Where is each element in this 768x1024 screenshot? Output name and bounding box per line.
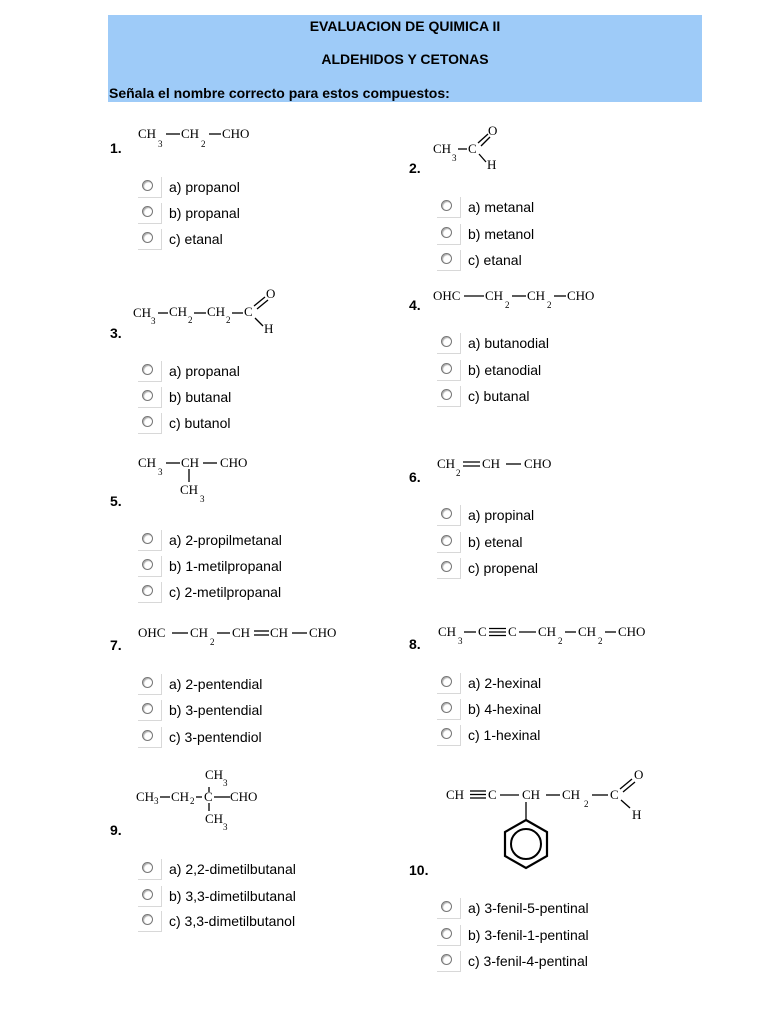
radio-button[interactable] bbox=[437, 360, 461, 381]
formula-1 bbox=[136, 120, 266, 152]
formula-atom: CH bbox=[133, 305, 152, 320]
formula-atom: CH bbox=[522, 787, 541, 802]
option-label: b) propanal bbox=[169, 205, 240, 221]
option-label: c) 1-hexinal bbox=[468, 727, 541, 743]
option-label: c) propenal bbox=[468, 560, 539, 576]
formula-atom: CH bbox=[181, 455, 200, 470]
formula-atom: CH bbox=[190, 625, 209, 640]
radio-button[interactable] bbox=[437, 224, 461, 245]
option-label: a) 2-pentendial bbox=[169, 676, 263, 692]
radio-button[interactable] bbox=[437, 386, 461, 407]
formula-3 bbox=[132, 286, 282, 336]
formula-2 bbox=[432, 124, 512, 174]
benzene-ring bbox=[505, 820, 547, 868]
radio-button[interactable] bbox=[437, 505, 461, 526]
formula-atom: CH bbox=[138, 455, 157, 470]
formula-atom: O bbox=[266, 286, 276, 301]
question-number-2: 2. bbox=[409, 160, 421, 176]
option-label: a) 2-hexinal bbox=[468, 675, 542, 691]
radio-button[interactable] bbox=[138, 700, 162, 721]
formula-atom: CH bbox=[438, 624, 457, 639]
question-number-9: 9. bbox=[110, 822, 122, 838]
formula-subscript: 2 bbox=[190, 796, 195, 806]
formula-atom: CH bbox=[270, 625, 289, 640]
formula-atom: CH bbox=[578, 624, 597, 639]
radio-button[interactable] bbox=[437, 951, 461, 972]
option-label: b) butanal bbox=[169, 389, 232, 405]
radio-button[interactable] bbox=[437, 898, 461, 919]
radio-button[interactable] bbox=[138, 530, 162, 551]
formula-atom: CH bbox=[136, 789, 155, 804]
formula-8 bbox=[436, 620, 666, 650]
formula-atom: CH bbox=[232, 625, 251, 640]
header-banner bbox=[108, 15, 702, 102]
formula-subscript: 2 bbox=[210, 637, 215, 647]
radio-button[interactable] bbox=[437, 250, 461, 271]
formula-10 bbox=[444, 764, 664, 876]
option-label: c) 3-fenil-4-pentinal bbox=[468, 953, 588, 969]
option-label: a) metanal bbox=[468, 199, 535, 215]
formula-atom: CHO bbox=[524, 456, 552, 471]
formula-atom: CHO bbox=[230, 789, 258, 804]
formula-atom: CH bbox=[482, 456, 501, 471]
formula-atom: CH bbox=[527, 288, 546, 303]
option-label: a) propanal bbox=[169, 363, 240, 379]
formula-atom: O bbox=[488, 123, 498, 138]
question-number-7: 7. bbox=[110, 637, 122, 653]
formula-atom: CH bbox=[433, 141, 452, 156]
formula-atom: OHC bbox=[138, 625, 166, 640]
option-label: a) propinal bbox=[468, 507, 535, 523]
formula-7 bbox=[136, 622, 356, 652]
formula-subscript: 3 bbox=[158, 467, 163, 477]
formula-atom: CH bbox=[205, 811, 224, 826]
radio-button[interactable] bbox=[138, 727, 162, 748]
radio-button[interactable] bbox=[138, 859, 162, 880]
formula-atom: CH bbox=[205, 767, 224, 782]
formula-subscript: 2 bbox=[547, 300, 552, 310]
radio-button[interactable] bbox=[437, 925, 461, 946]
option-label: b) 3-pentendial bbox=[169, 702, 263, 718]
option-label: a) 3-fenil-5-pentinal bbox=[468, 900, 589, 916]
formula-atom: H bbox=[632, 807, 642, 822]
radio-button[interactable] bbox=[138, 556, 162, 577]
question-number-3: 3. bbox=[110, 325, 122, 341]
formula-subscript: 2 bbox=[558, 636, 563, 646]
option-label: b) 1-metilpropanal bbox=[169, 558, 282, 574]
option-label: c) butanol bbox=[169, 415, 231, 431]
formula-subscript: 3 bbox=[158, 139, 163, 149]
option-label: c) 3-pentendiol bbox=[169, 729, 262, 745]
formula-5 bbox=[136, 452, 266, 504]
formula-9 bbox=[134, 764, 274, 836]
radio-button[interactable] bbox=[138, 413, 162, 434]
radio-button[interactable] bbox=[437, 532, 461, 553]
formula-atom: C bbox=[468, 141, 477, 156]
formula-subscript: 2 bbox=[598, 636, 603, 646]
formula-subscript: 3 bbox=[223, 778, 228, 788]
question-number-4: 4. bbox=[409, 297, 421, 313]
formula-atom: CH bbox=[437, 456, 456, 471]
question-number-10: 10. bbox=[409, 862, 429, 878]
question-number-6: 6. bbox=[409, 469, 421, 485]
question-number-5: 5. bbox=[110, 493, 122, 509]
formula-subscript: 3 bbox=[200, 494, 205, 504]
formula-atom: OHC bbox=[433, 288, 461, 303]
page-subtitle: ALDEHIDOS Y CETONAS bbox=[321, 51, 489, 67]
formula-subscript: 3 bbox=[154, 796, 159, 806]
formula-atom: C bbox=[204, 789, 213, 804]
radio-button[interactable] bbox=[138, 203, 162, 224]
formula-subscript: 3 bbox=[151, 316, 156, 326]
formula-atom: CH bbox=[207, 304, 226, 319]
radio-button[interactable] bbox=[437, 673, 461, 694]
option-label: b) 3,3-dimetilbutanal bbox=[169, 888, 296, 904]
formula-subscript: 2 bbox=[456, 468, 461, 478]
formula-atom: O bbox=[634, 767, 644, 782]
option-label: b) 4-hexinal bbox=[468, 701, 542, 717]
formula-subscript: 3 bbox=[223, 822, 228, 832]
option-label: a) propanol bbox=[169, 179, 240, 195]
option-label: c) 3,3-dimetilbutanol bbox=[169, 913, 296, 929]
option-label: c) etanal bbox=[468, 252, 522, 268]
formula-6 bbox=[436, 452, 566, 482]
radio-button[interactable] bbox=[138, 387, 162, 408]
radio-button[interactable] bbox=[138, 229, 162, 250]
formula-atom: H bbox=[487, 157, 497, 172]
instructions: Señala el nombre correcto para estos compuestos: bbox=[109, 85, 450, 101]
formula-atom: C bbox=[478, 624, 487, 639]
option-label: b) etanodial bbox=[468, 362, 542, 378]
formula-atom: CHO bbox=[222, 126, 250, 141]
radio-button[interactable] bbox=[437, 725, 461, 746]
formula-subscript: 3 bbox=[452, 153, 457, 163]
option-label: c) butanal bbox=[468, 388, 530, 404]
formula-atom: C bbox=[610, 787, 619, 802]
formula-subscript: 2 bbox=[226, 315, 231, 325]
radio-button[interactable] bbox=[138, 177, 162, 198]
formula-atom: CH bbox=[138, 126, 157, 141]
radio-button[interactable] bbox=[437, 699, 461, 720]
option-label: a) 2-propilmetanal bbox=[169, 532, 282, 548]
formula-atom: CH bbox=[446, 787, 465, 802]
formula-atom: CHO bbox=[220, 455, 248, 470]
formula-atom: C bbox=[508, 624, 517, 639]
formula-atom: CH bbox=[562, 787, 581, 802]
formula-atom: CHO bbox=[618, 624, 646, 639]
radio-button[interactable] bbox=[138, 674, 162, 695]
page-title: EVALUACION DE QUIMICA II bbox=[309, 18, 501, 34]
formula-atom: CH bbox=[169, 304, 188, 319]
question-number-1: 1. bbox=[110, 140, 122, 156]
option-label: a) butanodial bbox=[468, 335, 549, 351]
radio-button[interactable] bbox=[138, 886, 162, 907]
formula-subscript: 2 bbox=[188, 315, 193, 325]
formula-4 bbox=[432, 285, 612, 315]
radio-button[interactable] bbox=[437, 558, 461, 579]
formula-atom: CHO bbox=[567, 288, 595, 303]
formula-atom: CH bbox=[171, 789, 190, 804]
formula-atom: C bbox=[488, 787, 497, 802]
formula-subscript: 2 bbox=[505, 300, 510, 310]
question-number-8: 8. bbox=[409, 636, 421, 652]
option-label: c) etanal bbox=[169, 231, 223, 247]
formula-subscript: 2 bbox=[584, 799, 589, 809]
option-label: b) metanol bbox=[468, 226, 535, 242]
radio-button[interactable] bbox=[437, 333, 461, 354]
radio-button[interactable] bbox=[138, 361, 162, 382]
formula-atom: CH bbox=[180, 482, 199, 497]
formula-subscript: 2 bbox=[201, 139, 206, 149]
formula-atom: CHO bbox=[309, 625, 337, 640]
option-label: b) etenal bbox=[468, 534, 523, 550]
option-label: a) 2,2-dimetilbutanal bbox=[169, 861, 296, 877]
radio-button[interactable] bbox=[437, 197, 461, 218]
radio-button[interactable] bbox=[138, 911, 162, 932]
formula-atom: H bbox=[264, 321, 274, 336]
formula-atom: C bbox=[244, 304, 253, 319]
formula-subscript: 3 bbox=[458, 636, 463, 646]
formula-atom: CH bbox=[485, 288, 504, 303]
formula-atom: CH bbox=[538, 624, 557, 639]
option-label: b) 3-fenil-1-pentinal bbox=[468, 927, 589, 943]
option-label: c) 2-metilpropanal bbox=[169, 584, 282, 600]
formula-atom: CH bbox=[181, 126, 200, 141]
radio-button[interactable] bbox=[138, 582, 162, 603]
